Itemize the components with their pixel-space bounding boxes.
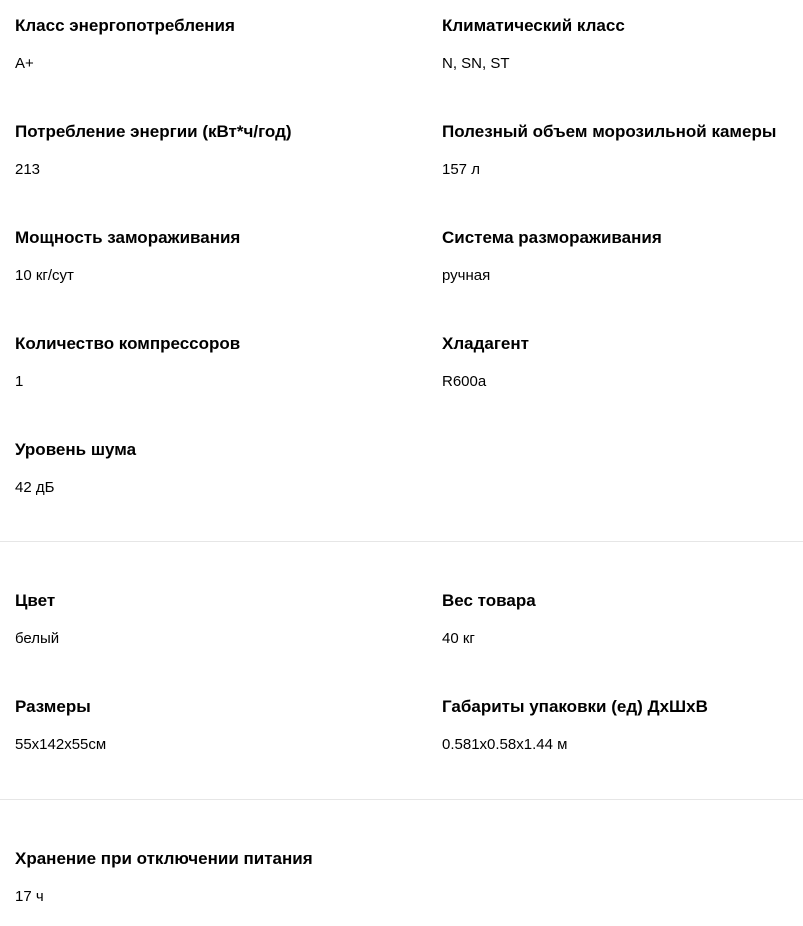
spec-label: Мощность замораживания (15, 228, 241, 247)
spec-value: 213 (15, 161, 41, 178)
spec-label: Цвет (15, 591, 56, 610)
spec-value: ручная (442, 267, 491, 284)
spec-value: 157 л (442, 161, 480, 178)
spec-label: Размеры (15, 697, 91, 716)
spec-label: Класс энергопотребления (15, 16, 235, 35)
spec-label: Полезный объем морозильной камеры (442, 122, 777, 141)
section-divider (0, 541, 803, 542)
section-divider (0, 799, 803, 800)
spec-value: белый (15, 630, 60, 647)
spec-value: A+ (15, 55, 34, 72)
spec-value: 17 ч (15, 888, 44, 905)
spec-value: R600a (442, 373, 487, 390)
spec-label: Хладагент (442, 334, 529, 353)
spec-value: 42 дБ (15, 479, 55, 496)
spec-value: 40 кг (442, 630, 475, 647)
spec-value: N, SN, ST (442, 55, 510, 72)
spec-label: Потребление энергии (кВт*ч/год) (15, 122, 292, 141)
spec-value: 10 кг/сут (15, 267, 74, 284)
spec-label: Количество компрессоров (15, 334, 241, 353)
spec-label: Габариты упаковки (ед) ДхШхВ (442, 697, 708, 716)
spec-label: Система размораживания (442, 228, 662, 247)
spec-label: Вес товара (442, 591, 536, 610)
spec-label: Хранение при отключении питания (15, 849, 313, 868)
spec-value: 0.581x0.58x1.44 м (442, 736, 568, 753)
spec-value: 1 (15, 373, 24, 390)
spec-value: 55x142x55см (15, 736, 107, 753)
spec-label: Климатический класс (442, 16, 625, 35)
spec-label: Уровень шума (15, 440, 137, 459)
